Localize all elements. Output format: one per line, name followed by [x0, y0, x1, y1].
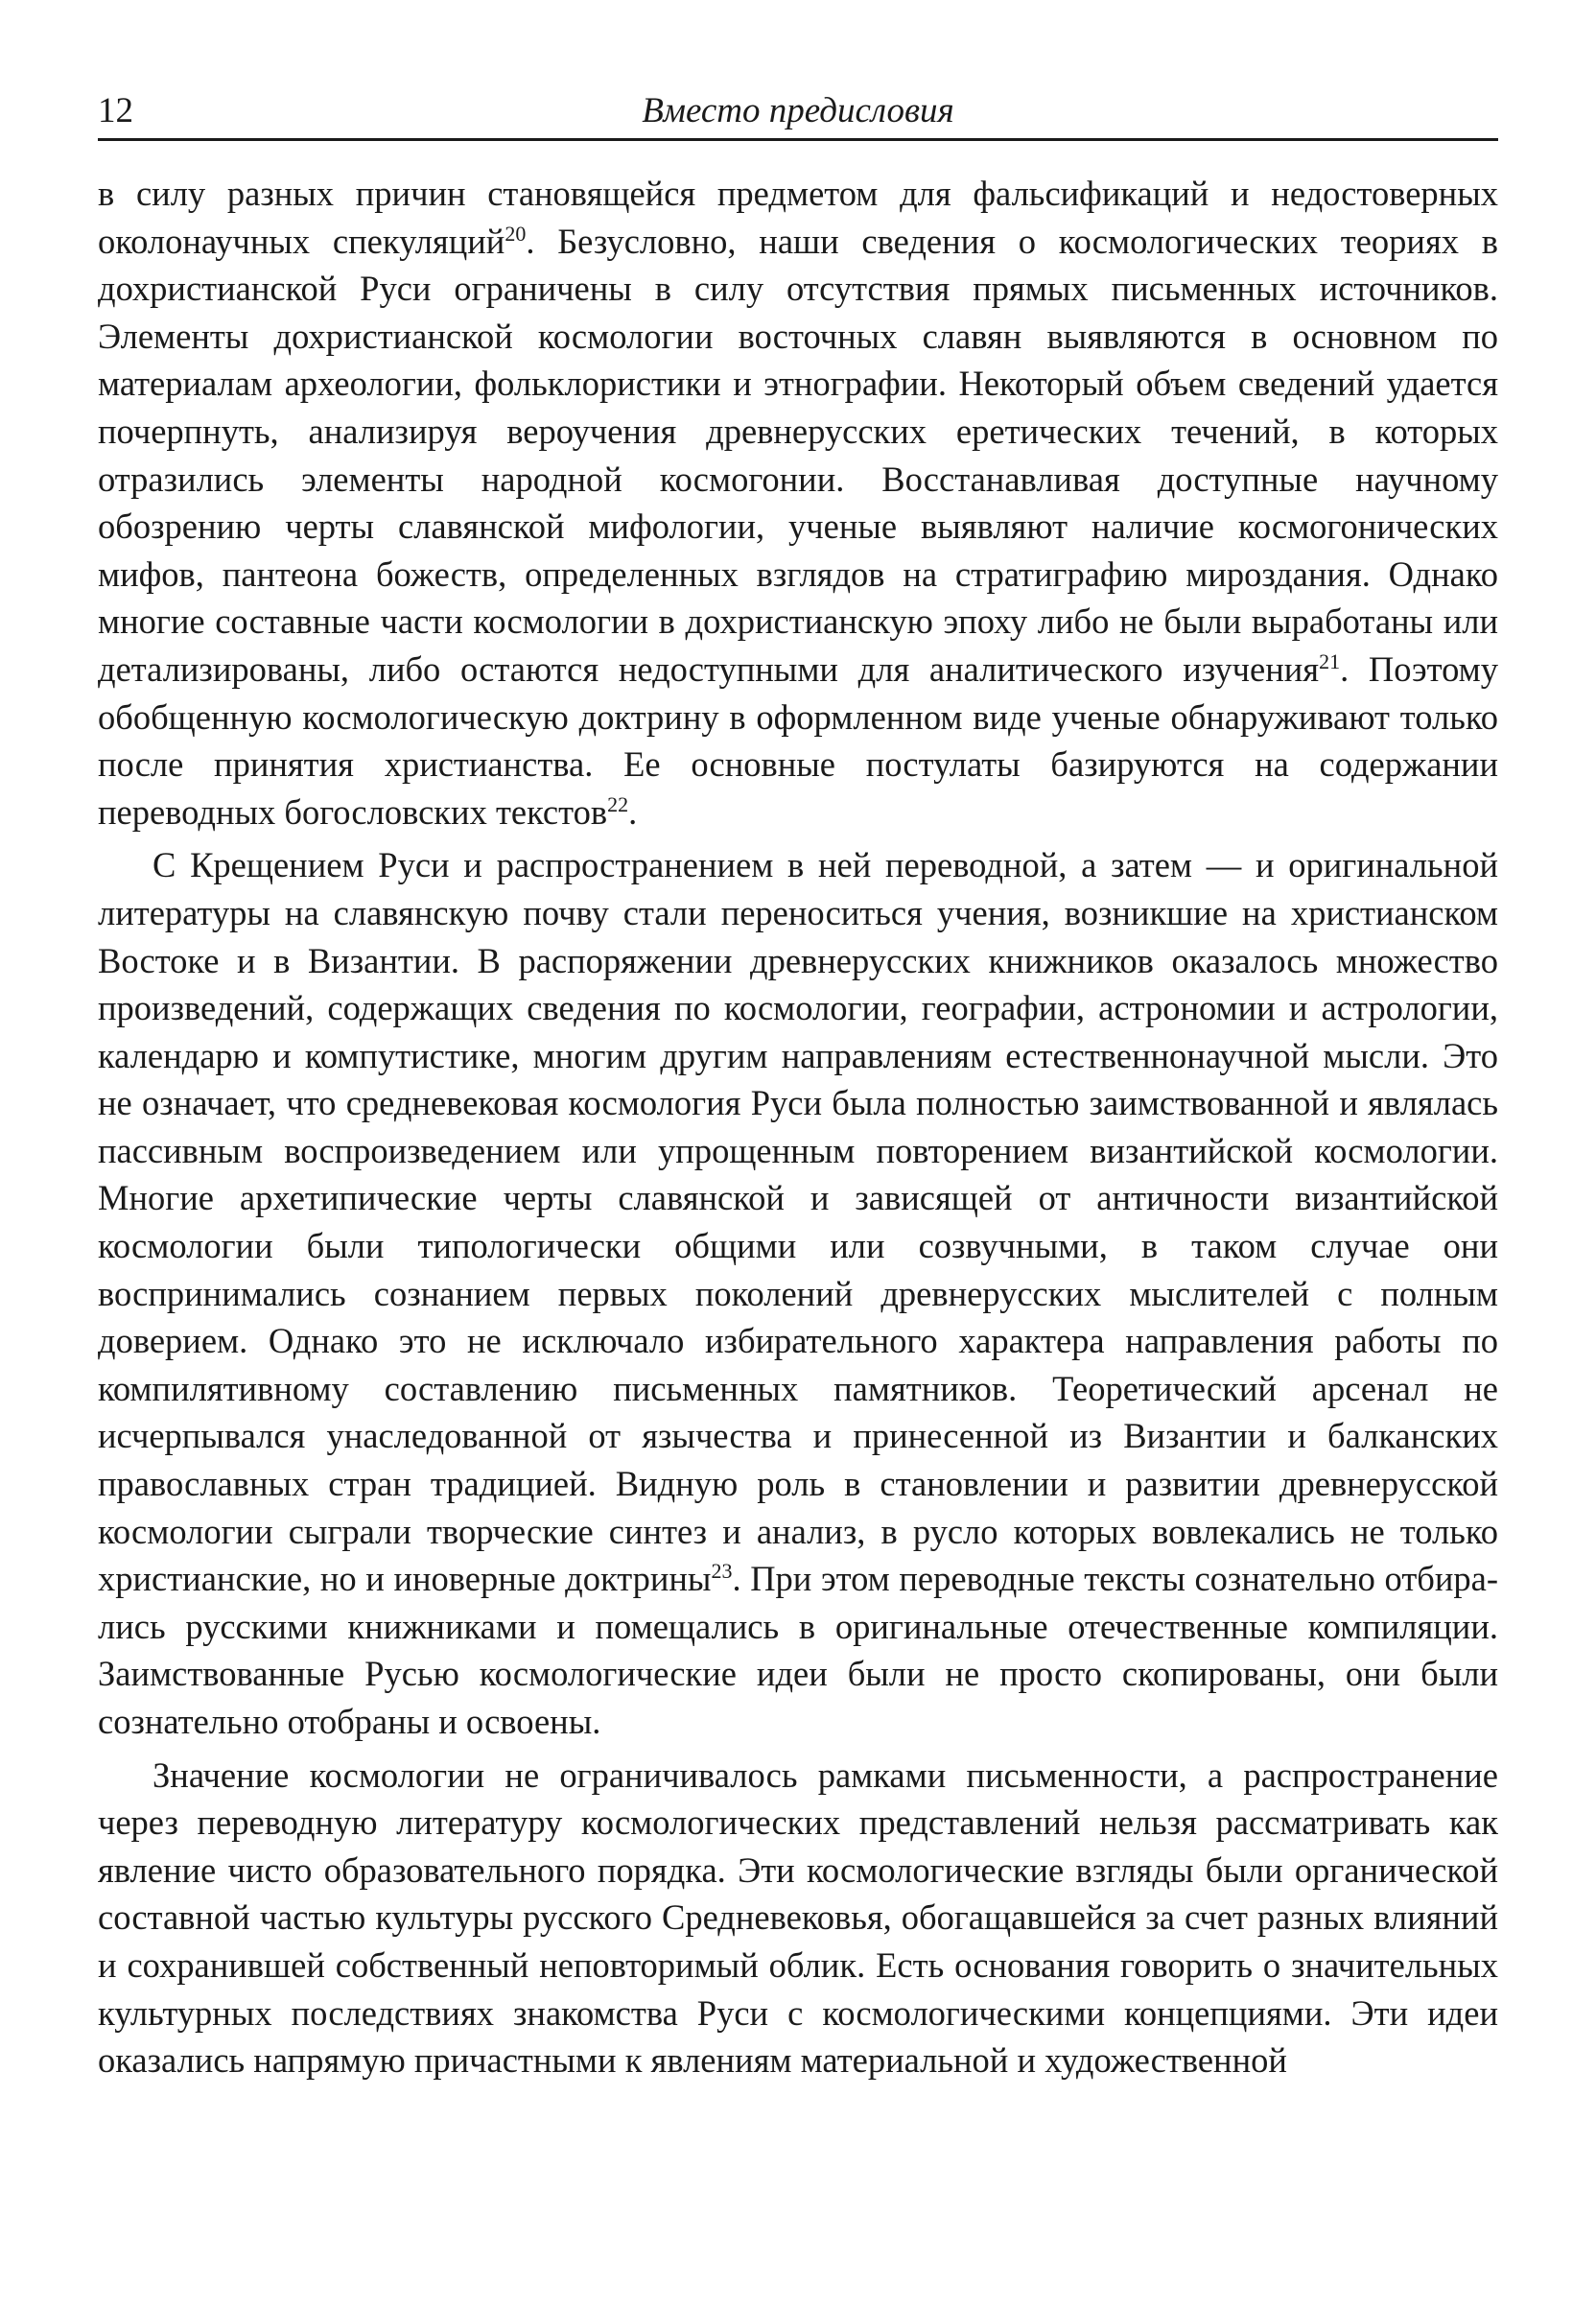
running-title: Вместо предисловия: [642, 91, 954, 130]
footnote-ref-23: 23: [711, 1559, 733, 1584]
footnote-ref-21: 21: [1319, 648, 1341, 673]
paragraph-3: [98, 1752, 1498, 2084]
page-number: 12: [98, 91, 133, 130]
paragraph-text: .: [628, 791, 638, 832]
paragraph-text: . Безусловно, наши сведения о космологических теориях в дохристианской Руси ограничены в силу отсутствия прямых письменных источников. Элементы дохристианской космологии восточных славян выявляются в основном по материалам археологии, фольклористики и этнографии. Некоторый объем сведений удается почерпнуть, анализируя вероучения древнерусских еретических течений, в которых отразились элементы народной космогонии. Восстанавливая доступные научному обозрению черты славянской мифологии, ученые выявляют наличие космогонических мифов, пантеона божеств, определенных взглядов на стратиграфию мироздания. Однако многие составные части космологии в дохристианскую эпоху либо не были выработаны или детализированы, либо остаются недоступными для аналитического изучения: [98, 221, 1499, 689]
book-page: [98, 88, 1498, 2084]
paragraph-text: в силу разных причин становящейся предметом для фальсификаций и недостоверных околонаучных спекуляций: [98, 174, 1498, 261]
paragraph-text: . Поэтому обобщенную космологическую доктрину в оформленном виде ученые обнаруживают только после принятия христианства. Ее основные постулаты базируются на содержании переводных богословских текстов: [98, 648, 1498, 832]
paragraph-text: С Крещением Руси и распространением в ней переводной, а затем — и оригинальной литературы на славянскую почву стали переноситься учения, возникшие на христианском Востоке и в Византии. В распоряжении древнерусских книжников оказалось множество произведений, содержащих сведения по космологии, географии, астрономии и астрологии, календарю и компутистике, многим другим направлениям естественнонаучной мысли. Это не означает, что средневековая космология Руси была полностью заимствованной и являлась пассивным воспроизведением или упрощенным повторением византийской космологии. Многие архетипические черты славянской и зависящей от античности византийской космологии были типологически общими или созвучными, в таком случае они воспринимались сознанием первых поколений древнерусских мыслителей с полным доверием. Однако это не исключало избирательного характера направления работы по компилятивному составлению письменных памятников. Теоретический арсенал не исчерпывался унаследованной от язычества и принесенной из Византии и балканских православных стран традицией. Видную роль в становлении и развитии древнерусской космологии сыграли творческие синтез и анализ, в русло которых вовлекались не только христианские, но и иноверные доктрины: [98, 845, 1498, 1599]
paragraph-text: . При этом переводные тексты сознательно отбирались русскими книжниками и помещались в оригинальные отечественные компиляции. Заимствованные Русью космологические идеи были не просто скопированы, они были сознательно отобраны и освоены.: [98, 1559, 1498, 1741]
paragraph-text: Значение космологии не ограничивалось рамками письменности, а распространение через переводную литературу космологических представлений нельзя рассматривать как явление чисто образовательного порядка. Эти космологические взгляды были органической составной частью культуры русского Средневековья, обогащавшейся за счет разных влияний и сохранившей собственный неповторимый облик. Есть основания говорить о значительных культурных последствиях знакомства Руси с космологическими концепциями. Эти идеи оказались напрямую причастными к явлениям материальной и художественной: [98, 1755, 1498, 2081]
paragraph-1: [98, 170, 1498, 836]
running-head: [98, 88, 1498, 141]
footnote-ref-20: 20: [505, 221, 527, 246]
paragraph-2: [98, 841, 1498, 1745]
body-text: [98, 170, 1498, 2084]
footnote-ref-22: 22: [607, 791, 629, 816]
